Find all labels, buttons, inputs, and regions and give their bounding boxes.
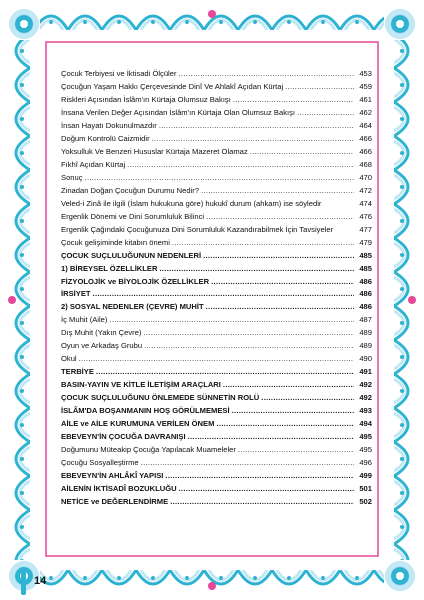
- toc-entry: [61, 316, 372, 325]
- toc-leader-dots: [188, 433, 354, 442]
- toc-entry-title: BASIN-YAYIN VE KİTLE İLETİŞİM ARAÇLARI: [61, 380, 221, 390]
- toc-entry-page: 468: [359, 159, 372, 169]
- toc-entry-page: 466: [359, 146, 372, 156]
- toc-entry-title: Riskleri Açısından İslâm'ın Kürtaja Olumsuz Bakışı: [61, 94, 231, 104]
- toc-entry-title: EBEVEYN'İN AHLÂKÎ YAPISI: [61, 471, 164, 481]
- toc-leader-dots: [96, 368, 354, 377]
- toc-entry-title: Çocuğu Sosyalleştirme: [61, 458, 139, 468]
- toc-entry-page: 461: [359, 94, 372, 104]
- toc-entry: [61, 472, 372, 481]
- toc-entry-page: 466: [359, 133, 372, 143]
- toc-entry-page: 479: [359, 237, 372, 247]
- toc-entry: [61, 239, 372, 248]
- toc-leader-dots: [285, 83, 354, 92]
- toc-entry: [61, 446, 372, 455]
- toc-entry: [61, 148, 372, 157]
- toc-entry-page: 487: [359, 315, 372, 325]
- toc-entry-title: FİZYOLOJİK ve BİYOLOJİK ÖZELLİKLER: [61, 276, 210, 286]
- toc-entry-title: Dış Muhit (Yakın Çevre): [61, 328, 142, 338]
- toc-leader-dots: [141, 459, 354, 468]
- toc-entry-title: Doğumunu Müteakip Çocuğa Yapılacak Muameleler: [61, 445, 236, 455]
- toc-entry-page: 459: [359, 81, 372, 91]
- toc-entry: [61, 485, 372, 494]
- toc-entry-title: ÇOCUK SUÇLULUĞUNUN NEDENLERİ: [61, 250, 202, 260]
- toc-entry-page: 489: [359, 328, 372, 338]
- toc-entry-title: TERBİYE: [61, 367, 94, 377]
- toc-entry-title: Doğum Kontrolü Caizmidir: [61, 133, 150, 143]
- toc-entry-title: Fıkhî Açıdan Kürtaj: [61, 159, 126, 169]
- toc-entry-page: 489: [359, 341, 372, 351]
- toc-entry-title: Zinadan Doğan Çocuğun Durumu Nedir?: [61, 185, 200, 195]
- toc-leader-dots: [79, 355, 354, 364]
- toc-leader-dots: [143, 329, 354, 338]
- toc-entry-page: 474: [359, 198, 372, 208]
- toc-leader-dots: [93, 290, 354, 299]
- toc-entry-page: 462: [359, 107, 372, 117]
- toc-entry: [61, 433, 372, 442]
- toc-leader-dots: [233, 96, 354, 105]
- toc-entry-title: Oyun ve Arkadaş Grubu: [61, 341, 143, 351]
- toc-entry-page: 493: [359, 406, 372, 416]
- toc-entry-title: NETİCE ve DEĞERLENDİRME: [61, 496, 169, 506]
- toc-entry: [61, 329, 372, 338]
- toc-leader-dots: [211, 278, 354, 287]
- toc-leader-dots: [159, 265, 354, 274]
- toc-entry: [61, 83, 372, 92]
- toc-entry: [61, 278, 372, 287]
- toc-leader-dots: [297, 109, 354, 118]
- toc-entry: [61, 226, 372, 235]
- toc-entry-page: 495: [359, 445, 372, 455]
- toc-entry-page: 492: [359, 380, 372, 390]
- toc-entry-title: AİLENİN İKTİSADÎ BOZUKLUĞU: [61, 484, 177, 493]
- toc-entry-page: 494: [359, 419, 372, 429]
- toc-entry: [61, 265, 372, 274]
- toc-entry: [61, 135, 372, 144]
- toc-entry: [61, 187, 372, 196]
- toc-entry-title: Okul: [61, 354, 77, 364]
- toc-entry: [61, 498, 372, 507]
- toc-entry-title: Yoksulluk Ve Benzeri Hususlar Kürtaja Mazeret Olamaz: [61, 146, 248, 156]
- toc-entry: [61, 368, 372, 377]
- toc-entry-page: 476: [359, 211, 372, 221]
- toc-entry-page: 464: [359, 120, 372, 130]
- toc-entry: [61, 394, 372, 403]
- toc-entry-page: 499: [359, 471, 372, 481]
- toc-entry-page: 486: [359, 276, 372, 286]
- toc-leader-dots: [152, 135, 354, 144]
- toc-leader-dots: [85, 174, 354, 183]
- toc-leader-dots: [109, 316, 354, 325]
- toc-entry: [61, 174, 372, 183]
- toc-leader-dots: [232, 407, 354, 416]
- toc-leader-dots: [206, 303, 354, 312]
- toc-entry-title: Ergenlik Dönemi ve Dini Sorumluluk Bilinci: [61, 211, 205, 221]
- page-number: 14: [34, 575, 47, 587]
- toc-leader-dots: [203, 252, 354, 261]
- toc-entry-title: Sonuç: [61, 172, 83, 182]
- toc-entry-page: 502: [359, 496, 372, 506]
- toc-entry: [61, 355, 372, 364]
- toc-entry-page: 485: [359, 263, 372, 273]
- toc-entry: [61, 200, 372, 209]
- toc-entry-title: Çocuk Terbiyesi ve İktisadi Ölçüler: [61, 69, 177, 78]
- toc-leader-dots: [179, 70, 355, 79]
- page-tab-marker: [21, 567, 26, 595]
- table-of-contents: [61, 70, 372, 511]
- toc-leader-dots: [127, 161, 354, 170]
- toc-leader-dots: [238, 446, 354, 455]
- toc-entry-title: İnsan Hayatı Dokunulmazdır: [61, 120, 157, 130]
- toc-entry-page: 470: [359, 172, 372, 182]
- toc-entry: [61, 459, 372, 468]
- toc-entry-title: İnsana Verilen Değer Açısından İslâm'ın Kürtaja Olan Olumsuz Bakışı: [61, 107, 296, 117]
- toc-entry-title: Ergenlik Çağındaki Çocuğunuza Dini Sorumluluk Kazandırabilmek İçin Tavsiyeler: [61, 224, 334, 234]
- toc-leader-dots: [223, 381, 354, 390]
- toc-entry-page: 453: [359, 69, 372, 78]
- toc-entry-page: 492: [359, 393, 372, 403]
- toc-entry-page: 472: [359, 185, 372, 195]
- toc-leader-dots: [261, 394, 354, 403]
- toc-entry-title: ÇOCUK SUÇLULUĞUNU ÖNLEMEDE SÜNNETİN ROLÜ: [61, 393, 260, 403]
- toc-entry-title: Çocuğun Yaşam Hakkı Çerçevesinde Dinî Ve Ahlakî Açıdan Kürtaj: [61, 81, 284, 91]
- toc-entry: [61, 96, 372, 105]
- toc-entry-title: Çocuk gelişiminde kitabın önemi: [61, 237, 170, 247]
- toc-entry-page: 490: [359, 354, 372, 364]
- toc-entry-page: 486: [359, 289, 372, 299]
- toc-entry: [61, 122, 372, 131]
- toc-entry-page: 495: [359, 432, 372, 442]
- toc-entry-title: 2) SOSYAL NEDENLER (ÇEVRE) MUHİT: [61, 302, 204, 312]
- toc-entry-page: 501: [359, 484, 372, 493]
- toc-entry-page: 485: [359, 250, 372, 260]
- toc-leader-dots: [170, 498, 354, 507]
- toc-entry-page: 496: [359, 458, 372, 468]
- toc-leader-dots: [172, 239, 354, 248]
- toc-leader-dots: [144, 342, 354, 351]
- toc-entry-title: EBEVEYN'İN ÇOCUĞA DAVRANIŞI: [61, 432, 186, 442]
- toc-entry-title: İç Muhit (Aile): [61, 315, 108, 325]
- toc-leader-dots: [250, 148, 354, 157]
- toc-entry: [61, 381, 372, 390]
- toc-entry: [61, 70, 372, 79]
- toc-leader-dots: [165, 472, 354, 481]
- toc-entry-title: 1) BİREYSEL ÖZELLİKLER: [61, 263, 158, 273]
- toc-entry: [61, 303, 372, 312]
- toc-leader-dots: [159, 122, 354, 131]
- toc-leader-dots: [179, 485, 354, 494]
- toc-entry: [61, 109, 372, 118]
- toc-entry-title: İSLÂM'DA BOŞANMANIN HOŞ GÖRÜLMEMESİ: [61, 406, 230, 416]
- toc-entry: [61, 161, 372, 170]
- toc-entry: [61, 213, 372, 222]
- toc-leader-dots: [201, 187, 354, 196]
- toc-entry-page: 491: [359, 367, 372, 377]
- toc-entry-page: 486: [359, 302, 372, 312]
- toc-entry: [61, 407, 372, 416]
- toc-entry-page: 477: [359, 224, 372, 234]
- toc-entry: [61, 290, 372, 299]
- toc-entry-title: İRSİYET: [61, 289, 91, 299]
- toc-leader-dots: [206, 213, 354, 222]
- toc-entry-title: AİLE ve AİLE KURUMUNA VERİLEN ÖNEM: [61, 419, 215, 429]
- toc-entry: [61, 252, 372, 261]
- toc-entry: [61, 342, 372, 351]
- toc-entry: [61, 420, 372, 429]
- toc-leader-dots: [216, 420, 354, 429]
- toc-entry-title: Veled-i Zinâ ile ilgili (İslam hukukuna göre) hukukî durum (ahkam) ise söyledir: [61, 198, 322, 208]
